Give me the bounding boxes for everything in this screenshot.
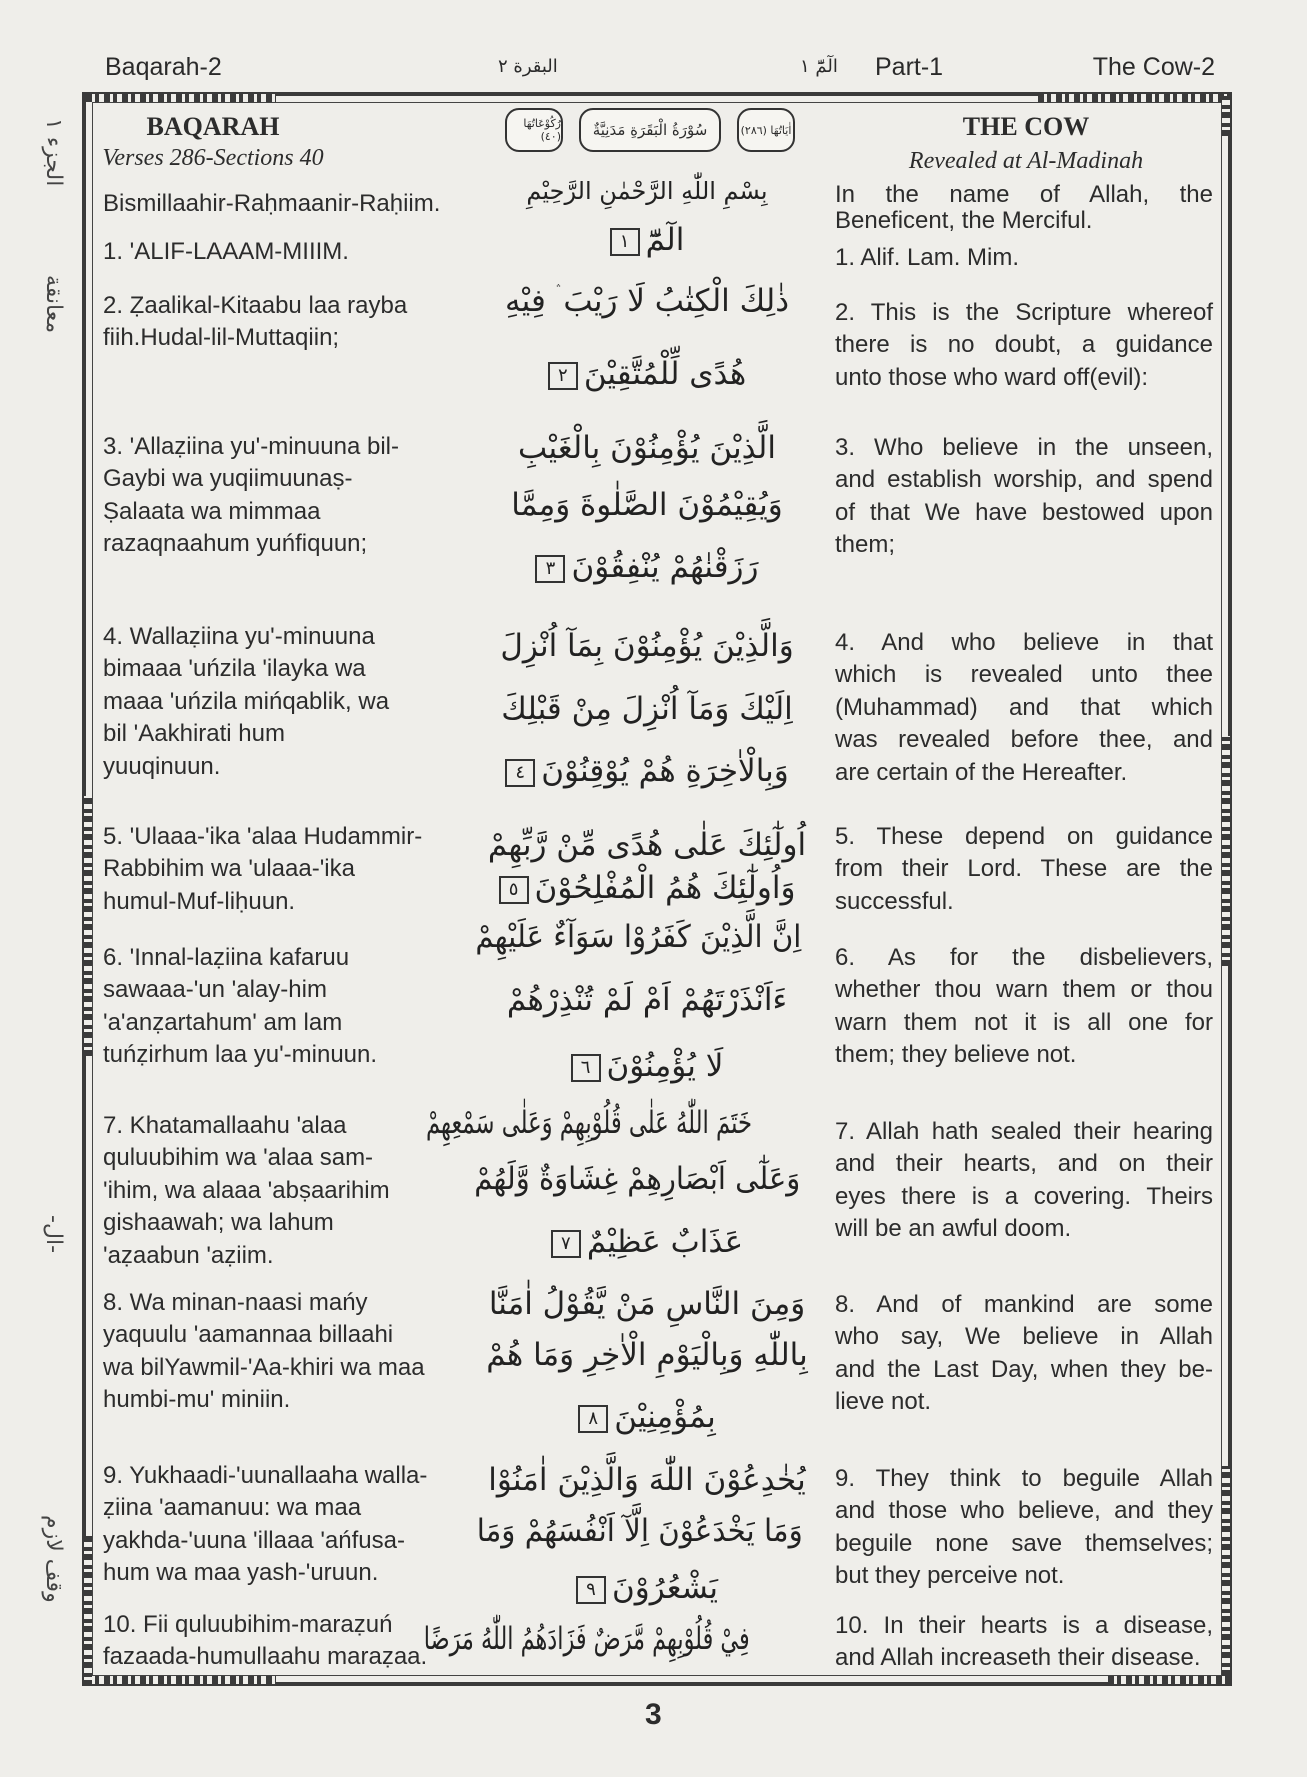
translation-line: which is revealed unto thee [835,661,1213,689]
translation-line: there is no doubt, a guidance [835,331,1213,359]
translation-line: 7. Allah hath sealed their hearing [835,1118,1213,1145]
arabic-verse-line [482,218,812,262]
translation-line: Beneficent, the Merciful. [835,207,1093,234]
verse-transliteration: 3. 'Allaẓiina yu'-minuuna bil- Gaybi wa yuqiimuunaṣ- Ṣalaata wa mimmaa razaqnaahum yuńfiquun; [103,433,399,558]
arabic-verse-line [482,545,812,589]
translation-line: lieve not. [835,1388,932,1416]
translation-line: eyes there is a covering. Theirs [835,1182,1213,1210]
running-header-right: The Cow-2 [1092,53,1215,81]
translation-line: and establish worship, and spend [835,466,1213,494]
verse-translation [835,1289,1213,1419]
translation-line: 8. And of mankind are some [835,1291,1213,1318]
translation-line: and those who believe, and they [835,1497,1213,1525]
page-number: 3 [645,1698,662,1731]
verse-number-marker: ١ [610,228,640,256]
arabic-text: خَتَمَ اللّٰهُ عَلٰى قُلُوْبِهِمْ وَعَلٰى سَمْعِهِمْ [426,1105,753,1141]
arabic-line-wrap [505,749,789,793]
arabic-line-wrap [526,169,767,213]
arabic-line-wrap [535,545,758,589]
arabic-line-wrap [476,915,802,959]
verse-translation [835,821,1213,918]
margin-note-waqf-lazim: وقف لازم [41,1515,66,1603]
arabic-text: فِيْ قُلُوْبِهِمْ مَّرَضٌ فَزَادَهُمُ اللّٰهُ مَرَضًا [423,1621,750,1657]
translation-line: from their Lord. These are the [835,855,1213,883]
arabic-text: لَا يُؤْمِنُوْنَ [606,1048,724,1084]
arabic-line-wrap [576,1566,718,1610]
border-ornament [1108,1676,1228,1684]
running-header-arabic-part: الٓمّٓ ١ [800,56,838,77]
arabic-text: ءَاَنْذَرْتَهُمْ اَمْ لَمْ تُنْذِرْهُمْ [506,982,788,1018]
translation-line: are certain of the Hereafter. [835,758,1128,786]
arabic-verse-line [426,1101,812,1145]
verse-number-marker: ٧ [551,1230,581,1258]
translation-line: and Allah increaseth their disease. [835,1644,1201,1672]
arabic-text: اِنَّ الَّذِيْنَ كَفَرُوْا سَوَآءٌ عَلَيْهِمْ [475,919,802,955]
verse-number-marker: ٩ [576,1576,606,1604]
arabic-line-wrap [518,426,776,470]
verse-transliteration: 8. Wa minan-naasi mańy yaquulu 'aamannaa billaahi wa bilYawmil-'Aa-khiri wa maa humbi-mu' miniin. [103,1289,425,1414]
margin-note-juz: الجزء ١ [41,118,66,187]
arabic-line-wrap [488,1458,805,1502]
verse-translation [835,432,1213,562]
left-heading-subtitle: Verses 286-Sections 40 [102,145,324,171]
arabic-line-wrap [501,687,793,731]
left-heading-title: BAQARAH [146,112,280,141]
verse-number-marker: ٦ [571,1054,601,1082]
cartouche-verses: اٰيَاتُهَا (٢٨٦) [737,108,795,152]
verse-number-marker: ٣ [535,555,565,583]
arabic-line-wrap [511,483,782,527]
verse-transliteration: 9. Yukhaadi-'uunallaaha walla- ẓiina 'aamanuu: wa maa yakhda-'uuna 'illaaa 'ańfusa- hum wa maa yash-'uruun. [103,1462,428,1587]
arabic-line-wrap [505,279,789,323]
arabic-line-wrap [423,1617,749,1661]
bismillah-translation [835,182,1213,234]
bismillah-transliteration: Bismillaahir-Raḥmaanir-Raḥiim. [103,190,441,217]
arabic-verse-line [482,823,812,867]
arabic-verse-line [482,1220,812,1264]
cartouche-sections: رُكُوْعَاتُهَا (٤٠) [505,108,563,152]
arabic-verse-line [474,1157,812,1201]
bismillah-arabic [482,169,812,213]
translation-line: In the name of Allah, the [835,181,1213,208]
arabic-line-wrap [571,1044,724,1088]
verse-translation [835,242,1213,274]
border-ornament [86,94,276,102]
translation-line: 4. And who believe in that [835,629,1213,656]
translation-line: and their hearts, and on their [835,1150,1213,1178]
arabic-text: اُولٰٓئِكَ عَلٰى هُدًى مِّنْ رَّبِّهِمْ [487,827,807,863]
verse-number-marker: ٨ [578,1405,608,1433]
arabic-line-wrap [476,1509,802,1553]
arabic-line-wrap [499,866,796,910]
arabic-verse-line [476,1509,812,1553]
margin-note-la: -ال- [41,1215,66,1254]
verse-translation [835,627,1213,789]
translation-line: 9. They think to beguile Allah [835,1465,1213,1492]
translation-line: 3. Who believe in the unseen, [835,434,1213,461]
verse-transliteration: 4. Wallaẓiina yu'-minuuna bimaaa 'uńzila 'ilayka wa maaa 'uńzila mińqablik, wa bil 'Aakhirati hum yuuqinuun. [103,623,390,780]
border-ornament [1222,96,1230,136]
translation-line: beguile none save themselves; [835,1529,1213,1557]
arabic-text: يَشْعُرُوْنَ [611,1570,719,1606]
arabic-line-wrap [578,1395,715,1439]
arabic-verse-line [482,624,812,668]
arabic-verse-line [482,1566,812,1610]
translation-line: warn them not it is all one for [835,1008,1213,1036]
arabic-line-wrap [548,352,746,396]
arabic-text: وَمِنَ النَّاسِ مَنْ يَّقُوْلُ اٰمَنَّا [488,1286,806,1322]
arabic-text: يُخٰدِعُوْنَ اللّٰهَ وَالَّذِيْنَ اٰمَنُوْا [488,1462,806,1498]
arabic-line-wrap [500,624,793,668]
right-heading-subtitle: Revealed at Al-Madinah [908,148,1144,174]
arabic-text: وَبِالْاٰخِرَةِ هُمْ يُوْقِنُوْنَ [541,753,789,789]
verse-transliteration: 6. 'Innal-laẓiina kafaruu sawaaa-'un 'alay-him 'a'anẓartahum' am lam tuńẓirhum laa yu'-minuun. [103,944,378,1069]
running-header-arabic-surah: البقرة ٢ [498,56,558,77]
arabic-verse-line [482,1333,812,1377]
arabic-text: الٓمّٓ [645,222,685,258]
arabic-text: عَذَابٌ عَظِيْمٌ [586,1224,744,1260]
arabic-line-wrap [475,1157,801,1201]
border-ornament [1222,736,1230,966]
arabic-line-wrap [426,1101,752,1145]
arabic-text: وَاُولٰٓئِكَ هُمُ الْمُفْلِحُوْنَ [534,870,796,906]
border-ornament [1222,1466,1230,1676]
surah-cartouche [487,106,810,154]
running-header-left: Baqarah-2 [105,53,222,81]
arabic-verse-line [482,426,812,470]
arabic-verse-line [482,483,812,527]
translation-line: was revealed before thee, and [835,726,1213,754]
translation-line: of that We have bestowed upon [835,498,1213,526]
running-header-part: Part-1 [875,53,944,81]
arabic-text: وَالَّذِيْنَ يُؤْمِنُوْنَ بِمَآ اُنْزِلَ [500,628,794,664]
arabic-line-wrap [488,823,806,867]
border-ornament [1038,94,1228,102]
verse-translation [835,1610,1213,1675]
arabic-verse-line [482,1458,812,1502]
arabic-text: ذٰلِكَ الْكِتٰبُ لَا رَيْبَ ۛ فِيْهِ [504,283,790,319]
verse-transliteration: 2. Ẓaalikal-Kitaabu laa rayba fiih.Hudal-lil-Muttaqiin; [103,292,408,352]
arabic-text: وَيُقِيْمُوْنَ الصَّلٰوةَ وَمِمَّا [511,487,783,523]
verse-transliteration: 7. Khatamallaahu 'alaa quluubihim wa 'alaa sam- 'ihim, wa alaaa 'abṣaarihim gishaawah; wa lahum 'aẓaabun 'aẓiim. [103,1112,390,1269]
border-ornament [84,1536,92,1686]
arabic-text: وَعَلٰٓى اَبْصَارِهِمْ غِشَاوَةٌ وَّلَهُمْ [474,1161,801,1197]
translation-line: 10. In their hearts is a disease, [835,1612,1213,1639]
arabic-line-wrap [551,1220,743,1264]
translation-line: (Muhammad) and that which [835,693,1213,721]
arabic-verse-line [482,866,812,910]
verse-translation [835,1463,1213,1593]
arabic-verse-line [475,915,812,959]
arabic-verse-line [482,1044,812,1088]
arabic-verse-line [482,749,812,793]
border-ornament [86,1676,276,1684]
arabic-line-wrap [489,1282,805,1326]
right-heading-title: THE COW [962,112,1090,141]
verse-number-marker: ٤ [505,759,535,787]
arabic-verse-line [482,1282,812,1326]
translation-line: who say, We believe in Allah [835,1323,1213,1351]
verse-transliteration: 10. Fii quluubihim-maraẓuń fazaada-humullaahu maraẓaa. [103,1611,428,1671]
arabic-verse-line [482,1395,812,1439]
arabic-text: بِاللّٰهِ وَبِالْيَوْمِ الْاٰخِرِ وَمَا هُمْ [486,1337,808,1373]
arabic-text: اِلَيْكَ وَمَآ اُنْزِلَ مِنْ قَبْلِكَ [501,691,793,727]
translation-line: will be an awful doom. [835,1215,1072,1243]
verse-transliteration: 1. 'ALIF-LAAAM-MIIIM. [103,238,349,265]
verse-number-marker: ٢ [548,362,578,390]
translation-line: 6. As for the disbelievers, [835,944,1213,971]
arabic-text: بِسْمِ اللّٰهِ الرَّحْمٰنِ الرَّحِيْمِ [526,177,768,205]
arabic-text: الَّذِيْنَ يُؤْمِنُوْنَ بِالْغَيْبِ [518,430,776,466]
cartouche-surah-name: سُوْرَةُ الْبَقَرَةِ مَدَنِيَّةٌ [579,108,721,152]
arabic-verse-line [482,352,812,396]
translation-line: but they perceive not. [835,1562,1065,1590]
arabic-line-wrap [486,1333,807,1377]
arabic-text: وَمَا يَخْدَعُوْنَ اِلَّآ اَنْفُسَهُمْ وَمَا [476,1513,803,1549]
arabic-text: بِمُؤْمِنِيْنَ [614,1399,716,1435]
arabic-verse-line [482,978,812,1022]
arabic-verse-line [482,279,812,323]
arabic-verse-line [482,687,812,731]
margin-note-muanaqa: معانقة [41,275,66,334]
verse-translation [835,942,1213,1072]
translation-line: 2. This is the Scripture whereof [835,299,1213,326]
translation-line: them; they believe not. [835,1041,1077,1069]
arabic-text: هُدًى لِّلْمُتَّقِيْنَ [583,356,747,392]
translation-line: whether thou warn them or thou [835,976,1213,1004]
verse-translation [835,297,1213,394]
arabic-text: رَزَقْنٰهُمْ يُنْفِقُوْنَ [571,549,759,585]
translation-line: them; [835,531,896,559]
arabic-line-wrap [610,218,685,262]
translation-line: 5. These depend on guidance [835,823,1213,850]
translation-line: and the Last Day, when they be- [835,1355,1213,1383]
translation-line: successful. [835,887,954,915]
translation-line: 1. Alif. Lam. Mim. [835,244,1020,271]
verse-number-marker: ٥ [499,876,529,904]
translation-line: unto those who ward off(evil): [835,363,1149,391]
verse-transliteration: 5. 'Ulaaa-'ika 'alaa Hudammir- Rabbihim wa 'ulaaa-'ika humul-Muf-liḥuun. [103,823,423,915]
arabic-line-wrap [507,978,787,1022]
verse-translation [835,1116,1213,1246]
arabic-verse-line [423,1617,812,1661]
border-ornament [84,796,92,1056]
